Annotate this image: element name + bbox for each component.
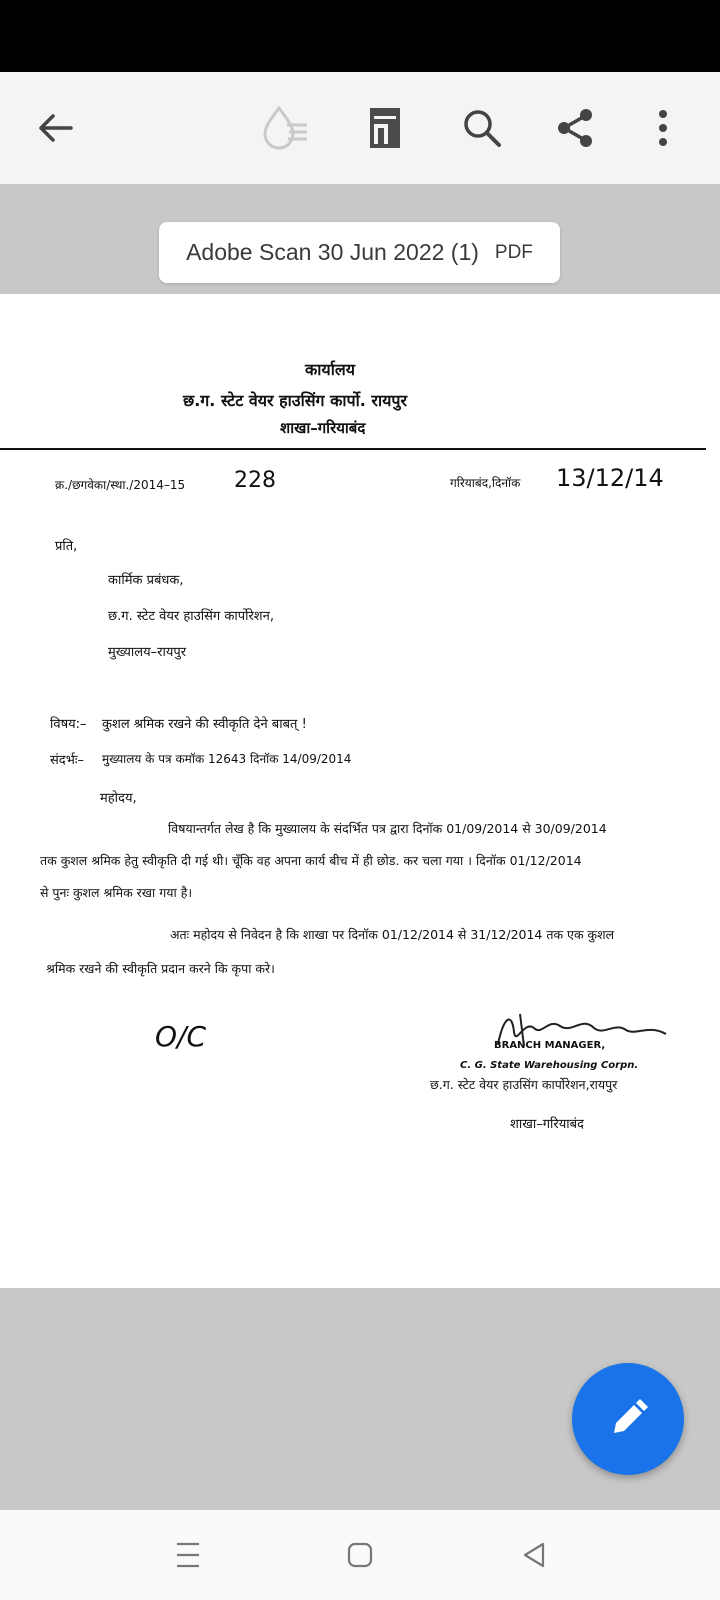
edit-pencil-icon	[604, 1395, 652, 1443]
to-label: प्रति,	[55, 539, 78, 554]
document-type-badge: PDF	[494, 241, 533, 263]
reference-text: मुख्यालय के पत्र कमॉक 12643 दिनॉक 14/09/2014	[102, 752, 352, 766]
para2-line-2: श्रमिक रखने की स्वीकृति प्रदान करने कि कृपा करे।	[46, 961, 275, 976]
document-title: Adobe Scan 30 Jun 2022 (1)	[186, 239, 479, 265]
search-icon[interactable]	[456, 72, 508, 184]
system-nav-bar	[0, 1510, 720, 1600]
more-vert-icon[interactable]	[648, 72, 678, 184]
para1-line-3: से पुनः कुशल श्रमिक रखा गया है।	[40, 885, 193, 900]
recipient-line-1: कार्मिक प्रबंधक,	[108, 573, 184, 588]
stamp-line-1: BRANCH MANAGER,	[494, 1040, 606, 1051]
letter-office: कार्यालय	[305, 360, 355, 379]
back-icon[interactable]	[506, 1510, 562, 1600]
date-value: 13/12/14	[556, 464, 664, 492]
document-title-pill	[159, 222, 560, 283]
header-rule	[0, 448, 706, 450]
organize-pages-icon[interactable]	[360, 72, 410, 184]
signoff-branch: शाखा–गरियाबंद	[510, 1117, 584, 1132]
letter-branch: शाखा–गरियाबंद	[280, 419, 366, 437]
signoff-org: छ.ग. स्टेट वेयर हाउसिंग कार्पोरेशन,रायपुर	[430, 1077, 618, 1092]
pdf-page[interactable]	[0, 294, 720, 1288]
recent-apps-icon[interactable]	[160, 1510, 216, 1600]
letter-org: छ.ग. स्टेट वेयर हाउसिंग कार्पो. रायपुर	[183, 391, 408, 410]
top-toolbar	[0, 72, 720, 184]
subject-text: कुशल श्रमिक रखने की स्वीकृति देने बाबत् !	[102, 717, 307, 732]
para1-line-2: तक कुशल श्रमिक हेतु स्वीकृति दी गई थी। चूँकि वह अपना कार्य बीच में ही छोड. कर चला गया । दिनॉक 01/12/2014	[40, 853, 582, 868]
ref-number: 228	[234, 468, 276, 493]
back-arrow-icon[interactable]	[26, 72, 84, 184]
recipient-line-3: मुख्यालय–रायपुर	[108, 645, 187, 660]
reference-label: संदर्भः–	[50, 753, 84, 768]
salutation: महोदय,	[100, 791, 137, 806]
status-bar	[0, 0, 720, 72]
office-copy-note: O/C	[155, 1020, 207, 1053]
liquid-mode-icon[interactable]	[258, 72, 314, 184]
date-label: गरियाबंद,दिनॉक	[450, 476, 521, 490]
recipient-line-2: छ.ग. स्टेट वेयर हाउसिंग कार्पोरेशन,	[108, 609, 274, 624]
ref-label: क्र./छगवेका/स्था./2014–15	[55, 478, 186, 492]
edit-fab-button[interactable]	[572, 1363, 684, 1475]
para2-line-1: अतः महोदय से निवेदन है कि शाखा पर दिनॉक 01/12/2014 से 31/12/2014 तक एक कुशल	[170, 927, 615, 942]
share-icon[interactable]	[550, 72, 600, 184]
stamp-line-2: C. G. State Warehousing Corpn.	[460, 1060, 639, 1071]
subject-label: विषय:–	[50, 717, 87, 732]
para1-line-1: विषयान्तर्गत लेख है कि मुख्यालय के संदर्भित पत्र द्वारा दिनॉक 01/09/2014 से 30/09/2014	[168, 821, 607, 836]
home-icon[interactable]	[332, 1510, 388, 1600]
